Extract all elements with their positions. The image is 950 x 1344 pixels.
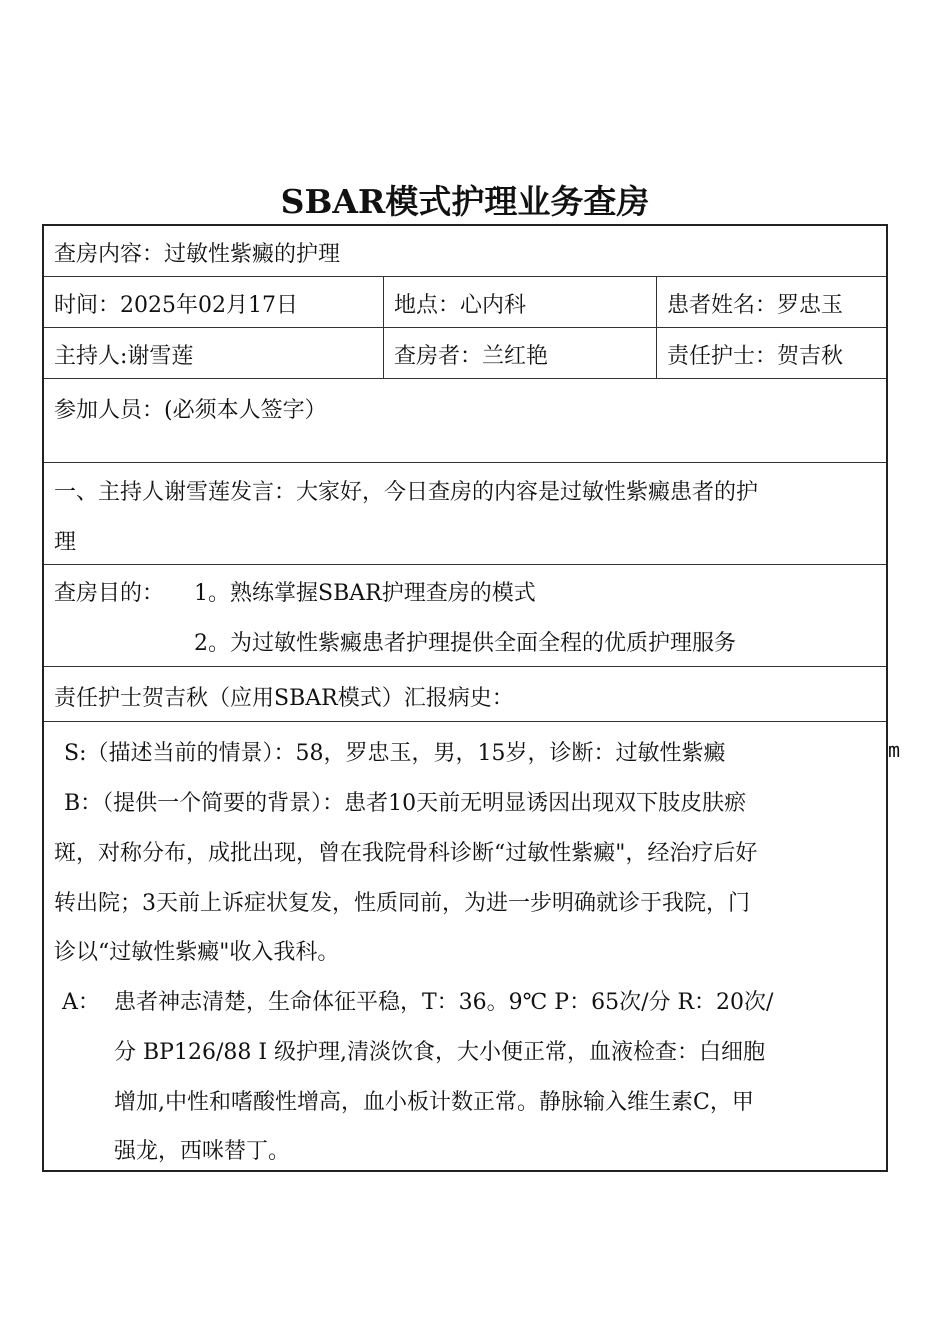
info-row-1 [44, 277, 886, 328]
patient-cell [657, 277, 886, 327]
patient-name: 患者姓名：罗忠玉 [667, 293, 844, 318]
sbar-assessment-line-3: 增加,中性和嗜酸性增高，血小板计数正常。静脉输入维生素C，甲 [114, 1090, 754, 1115]
report-title-row [44, 667, 886, 722]
host-cell [44, 328, 384, 378]
host-name: 主持人:谢雪莲 [54, 344, 194, 369]
sbar-background-line-2: 斑，对称分布，成批出现，曾在我院骨科诊断“过敏性紫癜"，经治疗后好 [54, 841, 758, 866]
inspector-cell [384, 328, 657, 378]
purpose-item-2: 2。为过敏性紫癜患者护理提供全面全程的优质护理服务 [194, 631, 736, 656]
sbar-report [44, 722, 886, 1170]
purpose-row [44, 565, 886, 667]
nurse-name: 责任护士：贺吉秋 [667, 344, 844, 369]
sbar-assessment-line-4: 强龙，西咪替丁。 [114, 1139, 291, 1164]
participants-label: 参加人员：(必须本人签字） [54, 398, 327, 423]
rounds-content: 查房内容：过敏性紫癜的护理 [54, 242, 341, 267]
stray-character: m [888, 738, 901, 762]
time-cell [44, 277, 384, 327]
participants-row [44, 379, 886, 463]
rounds-form [42, 224, 888, 1172]
sbar-assessment-label: A： [62, 990, 100, 1015]
sbar-assessment-line-2: 分 BP126/88 Ⅰ 级护理,清淡饮食，大小便正常，血液检查：白细胞 [114, 1040, 766, 1065]
page-title: SBAR模式护理业务查房 [280, 182, 650, 221]
info-row-2 [44, 328, 886, 379]
host-speech-row [44, 463, 886, 565]
speech-line-2: 理 [54, 530, 77, 555]
inspector-name: 查房者：兰红艳 [394, 344, 549, 369]
sbar-background-line-4: 诊以“过敏性紫癜"收入我科。 [54, 940, 340, 965]
purpose-item-1: 1。熟练掌握SBAR护理查房的模式 [194, 581, 536, 606]
sbar-background-line-1: B：（提供一个简要的背景）：患者10天前无明显诱因出现双下肢皮肤瘀 [64, 791, 747, 816]
rounds-time: 时间：2025年02月17日 [54, 293, 298, 318]
sbar-situation: S:（描述当前的情景）：58，罗忠玉，男，15岁，诊断：过敏性紫癜 [64, 741, 726, 766]
content-row [44, 226, 886, 277]
purpose-label: 查房目的： [54, 581, 165, 606]
location-cell [384, 277, 657, 327]
sbar-assessment-line-1: 患者神志清楚，生命体征平稳，T：36。9℃ P：65次/分 R：20次/ [114, 990, 774, 1015]
report-title: 责任护士贺吉秋（应用SBAR模式）汇报病史： [54, 686, 514, 711]
rounds-location: 地点：心内科 [394, 293, 527, 318]
nurse-cell [657, 328, 886, 378]
speech-line-1: 一、主持人谢雪莲发言：大家好，今日查房的内容是过敏性紫癜患者的护 [54, 480, 759, 505]
sbar-background-line-3: 转出院；3天前上诉症状复发，性质同前，为进一步明确就诊于我院，门 [54, 891, 750, 916]
